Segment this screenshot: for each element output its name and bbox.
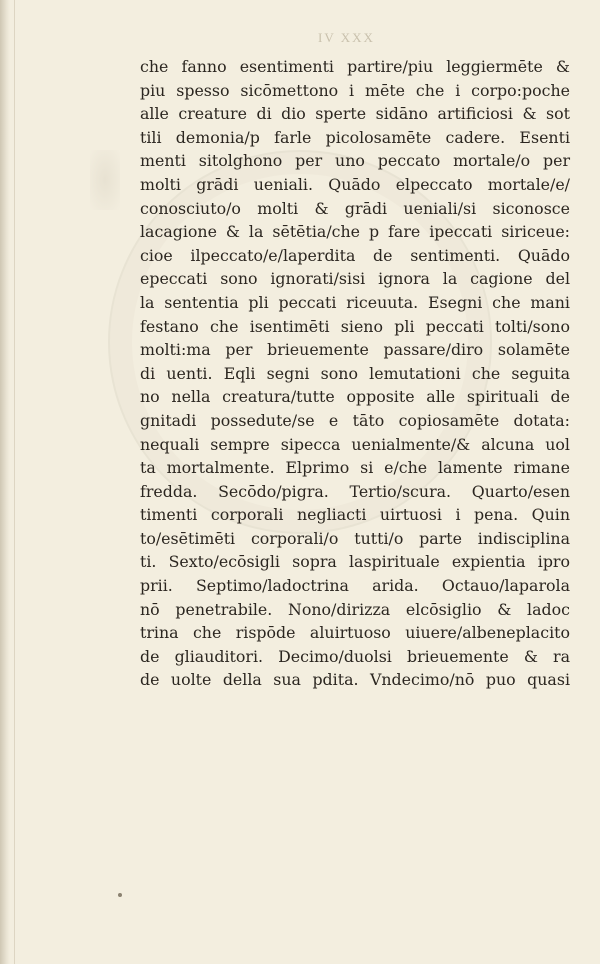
- text-line: ta mortalmente. Elprimo si e/che lamente rimane: [140, 458, 570, 478]
- text-line: to/esētimēti corporali/o tutti/o parte indisciplina: [140, 528, 570, 548]
- text-line: piu spesso sicōmettono i mēte che i corpo:poche: [140, 80, 570, 100]
- text-line: alle creature di dio sperte sidāno artificiosi & sot: [140, 104, 570, 124]
- text-line: menti sitolghono per uno peccato mortale/o per: [140, 151, 570, 171]
- text-line: molti grādi ueniali. Quādo elpeccato mortale/e/: [140, 174, 570, 194]
- text-line: che fanno esentimenti partire/piu leggiermēte &: [140, 57, 570, 76]
- text-line: gnitadi possedute/se e tāto copiosamēte dotata:: [140, 410, 570, 430]
- signature-mark: IV XXX: [318, 30, 375, 45]
- text-line: nō penetrabile. Nono/dirizza elcōsiglio & ladoc: [140, 599, 570, 619]
- text-line: di uenti. Eqli segni sono lemutationi che seguita: [140, 363, 570, 383]
- text-line: nequali sempre sipecca uenialmente/& alcuna uol: [140, 434, 570, 454]
- text-line: prii. Septimo/ladoctrina arida. Octauo/laparola: [140, 576, 570, 596]
- text-line: epeccati sono ignorati/sisi ignora la cagione del: [140, 269, 570, 289]
- text-line: conosciuto/o molti & grādi ueniali/si siconosce: [140, 198, 570, 218]
- text-block: [140, 55, 570, 692]
- text-line: trina che rispōde aluirtuoso uiuere/albeneplacito: [140, 623, 570, 643]
- text-line: no nella creatura/tutte opposite alle spirituali de: [140, 387, 570, 407]
- text-line: fredda. Secōdo/pigra. Tertio/scura. Quarto/esen: [140, 481, 570, 501]
- text-line: festano che isentimēti sieno pli peccati tolti/sono: [140, 316, 570, 336]
- text-line: ti. Sexto/ecōsigli sopra laspirituale expientia ipro: [140, 552, 570, 572]
- text-line: lacagione & la sētētia/che p fare ipeccati siriceue:: [140, 222, 570, 242]
- text-line: timenti corporali negliacti uirtuosi i pena. Quin: [140, 505, 570, 525]
- text-line: de gliauditori. Decimo/duolsi brieuemente & ra: [140, 646, 570, 666]
- paper-stain: [90, 150, 120, 210]
- text-line: cioe ilpeccato/e/laperdita de sentimenti. Quādo: [140, 245, 570, 265]
- gutter-line: [14, 0, 15, 964]
- text-line: tili demonia/p farle picolosamēte cadere. Esenti: [140, 127, 570, 147]
- margin-dot: [118, 893, 122, 897]
- text-line: molti:ma per brieuemente passare/diro solamēte: [140, 340, 570, 360]
- page-gutter: [0, 0, 10, 964]
- text-line: de uolte della sua pdita. Vndecimo/nō puo quasi: [140, 670, 570, 690]
- text-line: la sententia pli peccati riceuuta. Esegni che mani: [140, 292, 570, 312]
